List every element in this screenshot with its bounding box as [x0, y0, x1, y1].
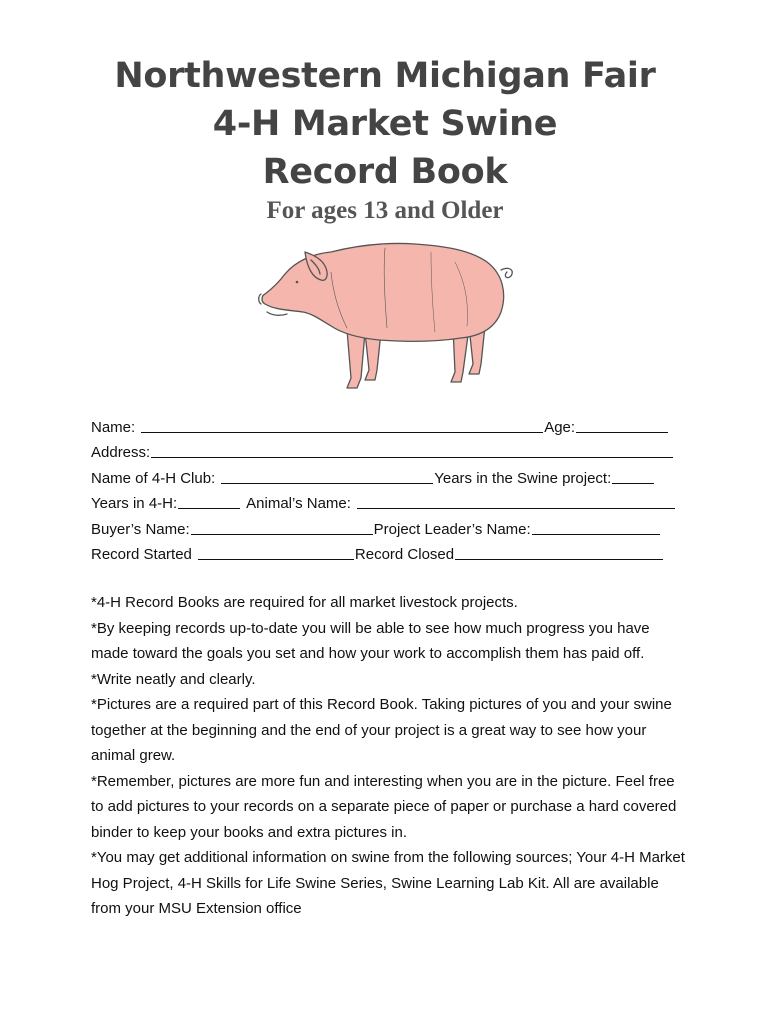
note-item: *You may get additional information on swine from the following sources; Your 4-H Market Hog Project, 4-H Skills for Life Swine Series, Swine Learning Lab Kit. All are available from your MSU Extension office — [91, 849, 685, 917]
title-line-1: Northwestern Michigan Fair — [114, 56, 656, 96]
record-closed-label: Record Closed — [354, 546, 455, 563]
record-closed-field[interactable] — [455, 545, 663, 560]
title-line-2: 4-H Market Swine — [212, 104, 558, 144]
age-label: Age: — [544, 418, 576, 436]
leader-label: Project Leader’s Name: — [373, 520, 531, 538]
years-swine-label: Years in the Swine project: — [434, 469, 612, 487]
animal-name-field[interactable] — [357, 494, 675, 509]
club-label: Name of 4-H Club: — [91, 469, 216, 487]
form-row-address — [91, 436, 691, 462]
instructions-list — [91, 590, 691, 922]
animal-name-label: Animal’s Name: — [246, 495, 351, 512]
pig-illustration-icon — [255, 232, 517, 394]
entry-form — [91, 410, 691, 563]
note-item: *Pictures are a required part of this Record Book. Taking pictures of you and your swine together at the beginning and the end of your project is a great way to see how your animal grew. — [91, 696, 672, 764]
note-item: *4-H Record Books are required for all market livestock projects. — [91, 594, 518, 611]
form-row-buyer — [91, 512, 691, 538]
club-field[interactable] — [221, 469, 433, 484]
name-label: Name: — [91, 418, 136, 436]
form-row-dates — [91, 538, 691, 564]
buyer-field[interactable] — [191, 520, 373, 535]
years-4h-label: Years in 4-H: — [91, 495, 178, 512]
leader-field[interactable] — [532, 520, 660, 535]
record-started-field[interactable] — [198, 545, 354, 560]
page-title — [0, 52, 770, 196]
age-field[interactable] — [576, 418, 668, 433]
record-started-label: Record Started — [91, 546, 192, 563]
address-field[interactable] — [151, 443, 673, 458]
note-item: *By keeping records up-to-date you will be able to see how much progress you have made toward the goals you set and how your work to accomplish them has paid off. — [91, 619, 650, 662]
years-swine-field[interactable] — [612, 469, 654, 484]
title-line-3: Record Book — [262, 152, 508, 192]
address-label: Address: — [91, 444, 151, 461]
note-item: *Remember, pictures are more fun and interesting when you are in the picture. Feel free to add pictures to your records on a separate piece of paper or purchase a hard covered binder to keep your books and extra pictures in. — [91, 772, 677, 841]
form-row-years — [91, 487, 691, 513]
note-item: *Write neatly and clearly. — [91, 670, 256, 688]
form-row-club — [91, 461, 691, 487]
name-field[interactable] — [141, 418, 543, 433]
page-subtitle: For ages 13 and Older — [266, 197, 504, 224]
years-4h-field[interactable] — [178, 494, 240, 509]
form-row-name — [91, 410, 691, 436]
buyer-label: Buyer’s Name: — [91, 520, 190, 538]
